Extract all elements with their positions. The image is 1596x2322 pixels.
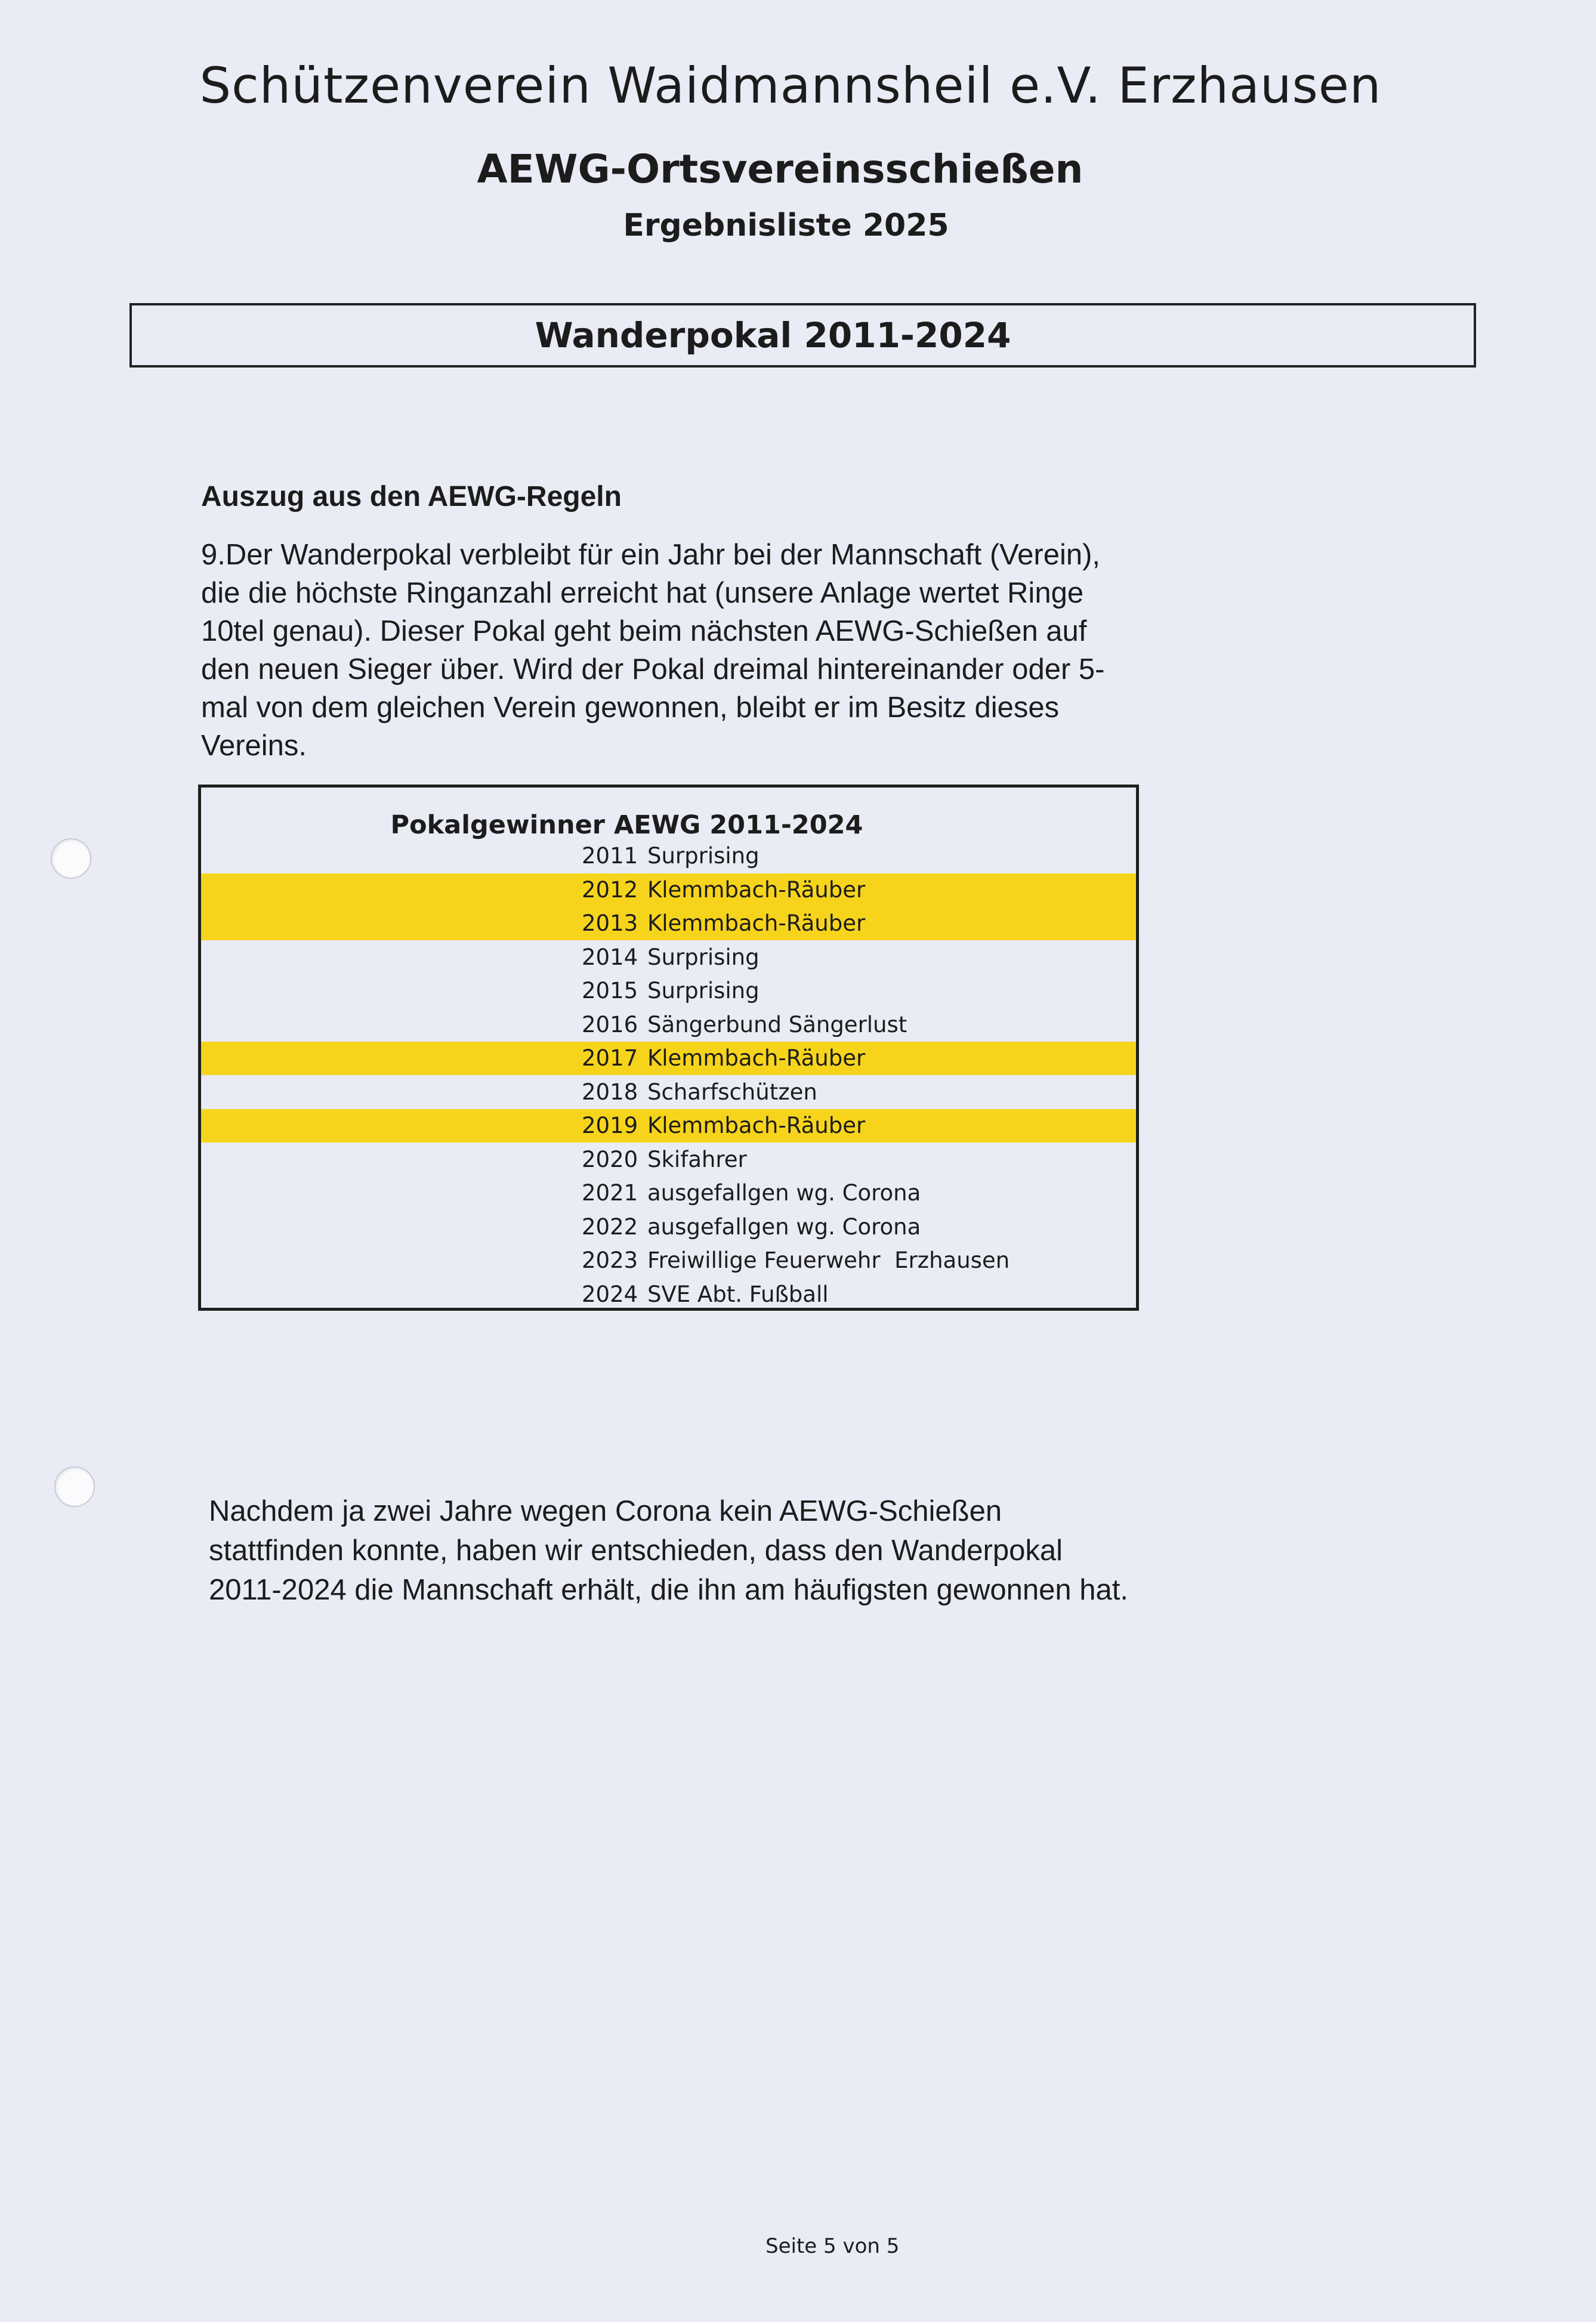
winner-year: 2018 bbox=[582, 1079, 638, 1105]
winner-row bbox=[201, 1278, 1136, 1311]
winner-row bbox=[201, 1177, 1136, 1210]
winner-name: ausgefallgen wg. Corona bbox=[647, 1214, 921, 1240]
result-list-title: Ergebnisliste 2025 bbox=[623, 208, 949, 243]
winner-row bbox=[201, 1211, 1136, 1244]
winner-year: 2015 bbox=[582, 978, 638, 1003]
winner-row bbox=[201, 941, 1136, 974]
winner-year: 2023 bbox=[582, 1248, 638, 1273]
event-title: AEWG-Ortsvereinsschießen bbox=[477, 146, 1083, 192]
winner-name: Skifahrer bbox=[647, 1146, 747, 1172]
winners-table bbox=[198, 785, 1139, 1311]
winner-year: 2017 bbox=[582, 1045, 638, 1071]
winner-name: Surprising bbox=[647, 978, 760, 1003]
winner-name: ausgefallgen wg. Corona bbox=[647, 1180, 921, 1206]
winner-year: 2013 bbox=[582, 910, 638, 936]
winner-name: Sängerbund Sängerlust bbox=[647, 1011, 907, 1038]
winner-row bbox=[201, 1008, 1136, 1042]
winner-name: Surprising bbox=[647, 944, 760, 970]
winner-row bbox=[201, 839, 1136, 873]
winner-name: SVE Abt. Fußball bbox=[647, 1281, 829, 1307]
rules-text: 9.Der Wanderpokal verbleibt für ein Jahr bei der Mannschaft (Verein), die die höchste Ringanzahl erreicht hat (unsere Anlage wertet Ringe 10tel genau). Dieser Pokal geht beim nächsten AEWG-Schießen auf den neuen Sieger über. Wird der Pokal dreimal hintereinander oder 5-mal von dem gleichen Verein gewonnen, bleibt er im Besitz dieses Vereins. bbox=[201, 539, 1105, 762]
winner-name: Freiwillige Feuerwehr Erzhausen bbox=[647, 1248, 1010, 1273]
page-number: Seite 5 von 5 bbox=[765, 2234, 900, 2258]
winner-year: 2021 bbox=[582, 1180, 638, 1206]
winner-row bbox=[201, 1076, 1136, 1109]
winner-year: 2011 bbox=[582, 843, 638, 869]
winner-year: 2012 bbox=[582, 876, 638, 903]
punch-hole bbox=[51, 838, 91, 879]
trophy-banner-label: Wanderpokal 2011-2024 bbox=[535, 315, 1011, 356]
winner-row bbox=[201, 1042, 1136, 1075]
winner-year: 2014 bbox=[582, 944, 638, 970]
winner-name: Klemmbach-Räuber bbox=[647, 876, 866, 903]
winner-year: 2022 bbox=[582, 1214, 638, 1240]
winner-row bbox=[201, 1143, 1136, 1177]
winner-year: 2019 bbox=[582, 1113, 638, 1138]
winner-row bbox=[201, 1244, 1136, 1277]
winner-name: Klemmbach-Räuber bbox=[647, 1045, 866, 1071]
winner-row bbox=[201, 907, 1136, 940]
winner-name: Surprising bbox=[647, 843, 760, 869]
winner-year: 2016 bbox=[582, 1011, 638, 1038]
winner-year: 2020 bbox=[582, 1146, 638, 1172]
winner-name: Klemmbach-Räuber bbox=[647, 910, 866, 936]
rules-heading: Auszug aus den AEWG-Regeln bbox=[201, 481, 622, 512]
punch-hole bbox=[54, 1466, 95, 1507]
trophy-banner bbox=[129, 303, 1476, 368]
closing-text: Nachdem ja zwei Jahre wegen Corona kein AEWG-Schießen stattfinden konnte, haben wir entschieden, dass den Wanderpokal 2011-2024 die Mannschaft erhält, die ihn am häufigsten gewonnen hat. bbox=[209, 1495, 1128, 1606]
winner-name: Scharfschützen bbox=[647, 1079, 817, 1105]
winners-table-title: Pokalgewinner AEWG 2011-2024 bbox=[390, 810, 863, 840]
winner-row bbox=[201, 873, 1136, 907]
winner-row bbox=[201, 974, 1136, 1008]
winner-name: Klemmbach-Räuber bbox=[647, 1113, 866, 1138]
club-name: Schützenverein Waidmannsheil e.V. Erzhausen bbox=[199, 57, 1382, 115]
winner-row bbox=[201, 1109, 1136, 1143]
winner-year: 2024 bbox=[582, 1281, 638, 1307]
